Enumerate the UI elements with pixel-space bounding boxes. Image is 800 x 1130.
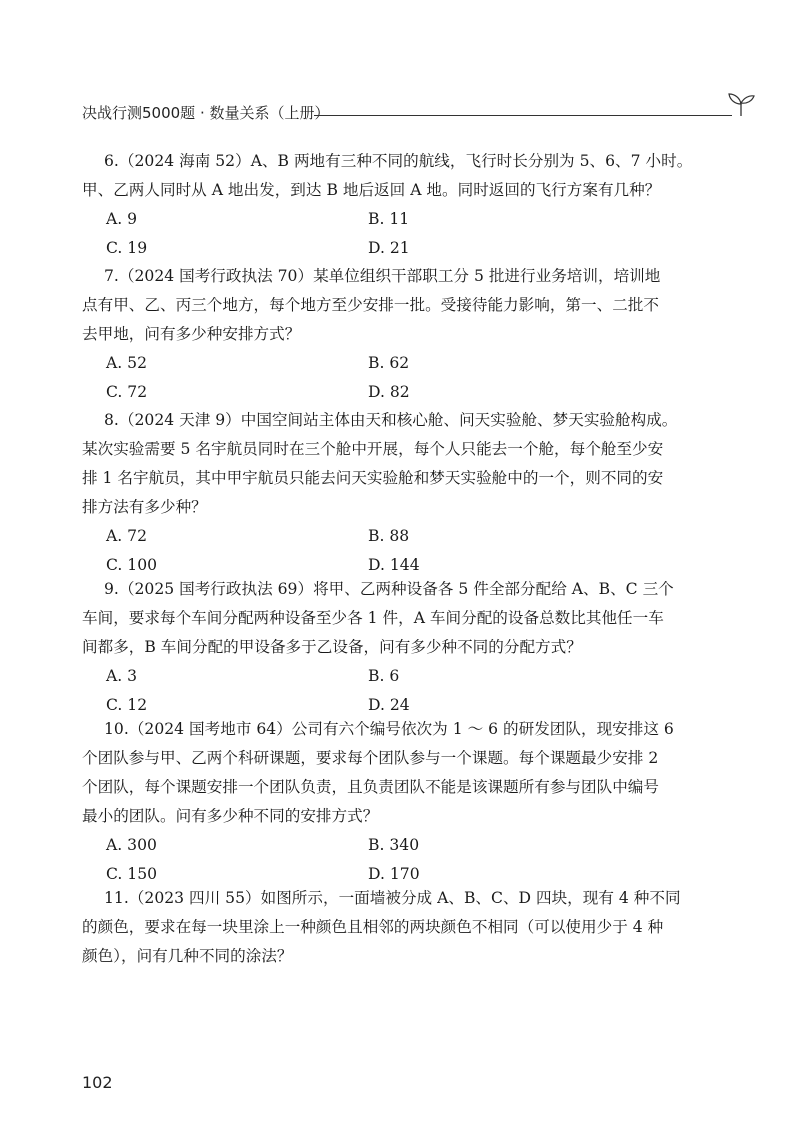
question-text-line: 个团队，每个课题安排一个团队负责，且负责团队不能是该课题所有参与团队中编号 bbox=[82, 778, 659, 796]
sprout-icon bbox=[726, 90, 756, 118]
question-text-line: 点有甲、乙、丙三个地方，每个地方至少安排一批。受接待能力影响，第一、二批不 bbox=[82, 296, 659, 314]
option-a: A. 9 bbox=[106, 210, 138, 228]
question-text-line: 的颜色，要求在每一块里涂上一种颜色且相邻的两块颜色不相同（可以使用少于 4 种 bbox=[82, 918, 664, 936]
option-b: B. 88 bbox=[368, 527, 410, 545]
question-text-line: 最小的团队。问有多少种不同的安排方式？ bbox=[82, 807, 379, 825]
question-text-line: 车间，要求每个车间分配两种设备至少各 1 件，A 车间分配的设备总数比其他任一车 bbox=[82, 609, 664, 627]
option-d: D. 21 bbox=[368, 239, 410, 257]
option-c: C. 150 bbox=[106, 865, 158, 883]
question-text-line: 9.（2025 国考行政执法 69）将甲、乙两种设备各 5 件全部分配给 A、B、C 三个 bbox=[104, 580, 674, 598]
option-d: D. 82 bbox=[368, 383, 410, 401]
question-text-line: 个团队参与甲、乙两个科研课题，要求每个团队参与一个课题。每个课题最少安排 2 bbox=[82, 749, 659, 767]
question-text-line: 10.（2024 国考地市 64）公司有六个编号依次为 1 ～ 6 的研发团队，现安排这 6 bbox=[104, 720, 674, 738]
question-text-line: 8.（2024 天津 9）中国空间站主体由天和核心舱、问天实验舱、梦天实验舱构成。 bbox=[104, 411, 678, 429]
option-a: A. 3 bbox=[106, 667, 138, 685]
question-text-line: 6.（2024 海南 52）A、B 两地有三种不同的航线，飞行时长分别为 5、6、7 小时。 bbox=[104, 152, 693, 170]
option-b: B. 340 bbox=[368, 836, 420, 854]
header-rule bbox=[314, 115, 732, 116]
option-d: D. 170 bbox=[368, 865, 420, 883]
question-text-line: 去甲地，问有多少种安排方式？ bbox=[82, 325, 301, 343]
question-text-line: 颜色），问有几种不同的涂法？ bbox=[82, 947, 293, 965]
question-text-line: 某次实验需要 5 名宇航员同时在三个舱中开展，每个人只能去一个舱，每个舱至少安 bbox=[82, 440, 664, 458]
option-d: D. 144 bbox=[368, 556, 420, 574]
question-text-line: 排 1 名宇航员，其中甲宇航员只能去问天实验舱和梦天实验舱中的一个，则不同的安 bbox=[82, 469, 664, 487]
option-b: B. 11 bbox=[368, 210, 410, 228]
option-c: C. 72 bbox=[106, 383, 148, 401]
option-c: C. 12 bbox=[106, 696, 148, 714]
option-b: B. 6 bbox=[368, 667, 400, 685]
option-a: A. 300 bbox=[106, 836, 157, 854]
option-a: A. 72 bbox=[106, 527, 148, 545]
option-a: A. 52 bbox=[106, 354, 148, 372]
question-text-line: 甲、乙两人同时从 A 地出发，到达 B 地后返回 A 地。同时返回的飞行方案有几种？ bbox=[82, 181, 661, 199]
page-number: 102 bbox=[82, 1073, 113, 1092]
option-c: C. 19 bbox=[106, 239, 148, 257]
question-text-line: 7.（2024 国考行政执法 70）某单位组织干部职工分 5 批进行业务培训，培训地 bbox=[104, 267, 661, 285]
book-title: 决战行测5000题 · 数量关系（上册） bbox=[82, 104, 330, 122]
question-text-line: 排方法有多少种？ bbox=[82, 498, 207, 516]
question-text-line: 11.（2023 四川 55）如图所示，一面墙被分成 A、B、C、D 四块，现有 4 种不同 bbox=[104, 889, 681, 907]
option-c: C. 100 bbox=[106, 556, 158, 574]
running-header bbox=[82, 102, 682, 126]
question-text-line: 间都多，B 车间分配的甲设备多于乙设备，问有多少种不同的分配方式？ bbox=[82, 638, 582, 656]
option-b: B. 62 bbox=[368, 354, 410, 372]
option-d: D. 24 bbox=[368, 696, 410, 714]
